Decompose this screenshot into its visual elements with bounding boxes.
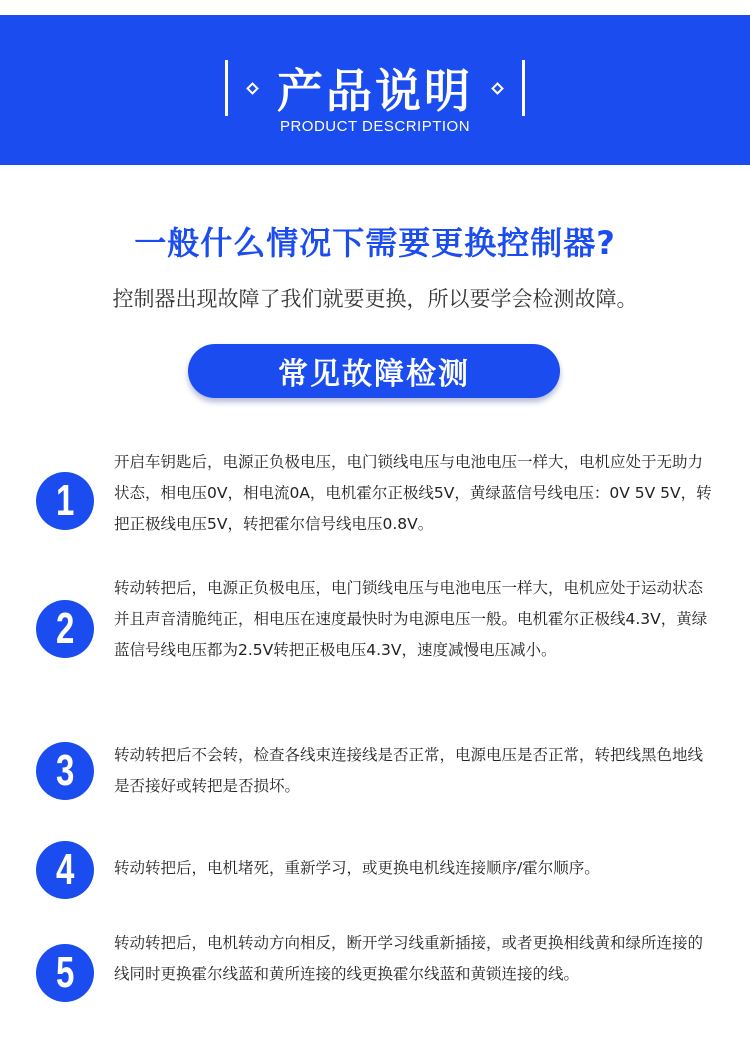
number-label: 2 xyxy=(55,604,75,653)
intro-text: 控制器出现故障了我们就要更换，所以要学会检测故障。 xyxy=(112,287,638,311)
section-label-pill xyxy=(188,344,560,398)
fault-description: 转动转把后，电源正负极电压，电门锁线电压与电池电压一样大，电机应处于运动状态并且声音清脆纯正，相电压在速度最快时为电源电压一般。电机霍尔正极线4.3V，黄绿蓝信号线电压都为2.5V转把正极电压4.3V，速度减慢电压减小。 xyxy=(114,579,708,659)
number-badge xyxy=(36,600,94,658)
number-label: 1 xyxy=(55,476,75,525)
fault-description: 转动转把后，电机堵死，重新学习，或更换电机线连接顺序/霍尔顺序。 xyxy=(114,859,600,877)
header-banner xyxy=(0,15,750,165)
number-badge xyxy=(36,472,94,530)
number-label: 4 xyxy=(55,845,75,894)
question-heading: 一般什么情况下需要更换控制器? xyxy=(134,224,616,262)
fault-description: 开启车钥匙后，电源正负极电压，电门锁线电压与电池电压一样大，电机应处于无助力状态，相电压0V，相电流0A，电机霍尔正极线5V，黄绿蓝信号线电压：0V 5V 5V，转把正极线电压5V，转把霍尔信号线电压0.8V。 xyxy=(114,453,712,533)
left-bar-divider xyxy=(225,60,228,116)
fault-description: 转动转把后，电机转动方向相反，断开学习线重新插接，或者更换相线黄和绿所连接的线同时更换霍尔线蓝和黄所连接的线更换霍尔线蓝和黄锁连接的线。 xyxy=(114,934,704,983)
banner-subtitle: PRODUCT DESCRIPTION xyxy=(279,118,471,135)
number-label: 3 xyxy=(55,746,75,795)
diamond-icon xyxy=(246,82,259,95)
diamond-icon xyxy=(491,82,504,95)
number-label: 5 xyxy=(55,948,75,997)
number-badge xyxy=(36,944,94,1002)
banner-title: 产品说明 xyxy=(277,64,473,118)
fault-description: 转动转把后不会转，检查各线束连接线是否正常，电源电压是否正常，转把线黑色地线是否接好或转把是否损坏。 xyxy=(114,746,704,795)
number-badge xyxy=(36,742,94,800)
section-label: 常见故障检测 xyxy=(278,357,470,392)
right-bar-divider xyxy=(522,60,525,116)
number-badge xyxy=(36,841,94,899)
banner-title-row xyxy=(0,53,750,123)
